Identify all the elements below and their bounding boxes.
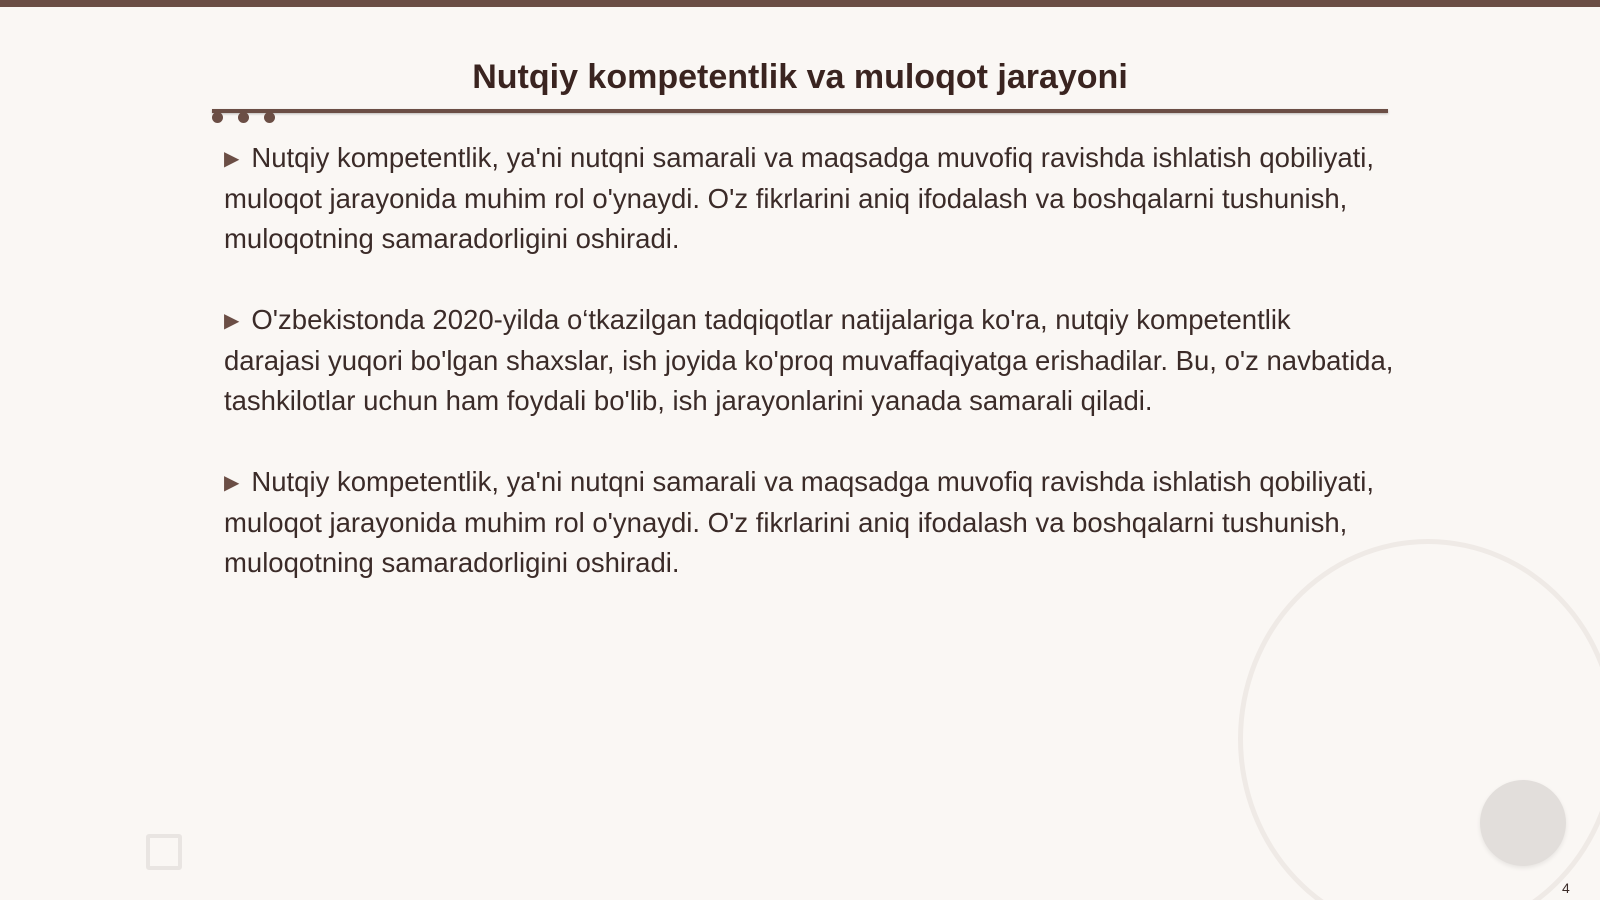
bullet-item (224, 462, 1394, 583)
decorative-disc (1480, 780, 1566, 866)
bullet-item (224, 300, 1394, 421)
title-underline (212, 109, 1388, 113)
bullet-text: O'zbekistonda 2020-yilda o‘tkazilgan tadqiqotlar natijalariga ko'ra, nutqiy kompetentlik darajasi yuqori bo'lgan shaxslar, ish joyida ko'proq muvaffaqiyatga erishadilar. Bu, o'z navbatida, tashkilotlar uchun ham foydali bo'lib, ish jarayonlarini yanada samarali qiladi. (224, 304, 1394, 416)
bullet-list (224, 138, 1394, 624)
bullet-text: Nutqiy kompetentlik, ya'ni nutqni samarali va maqsadga muvofiq ravishda ishlatish qobiliyati, muloqot jarayonida muhim rol o'ynaydi. O'z fikrlarini aniq ifodalash va boshqalarni tushunish, muloqotning samaradorligini oshiradi. (224, 142, 1375, 254)
underline-dot (238, 112, 249, 123)
bullet-text: Nutqiy kompetentlik, ya'ni nutqni samarali va maqsadga muvofiq ravishda ishlatish qobiliyati, muloqot jarayonida muhim rol o'ynaydi. O'z fikrlarini aniq ifodalash va boshqalarni tushunish, muloqotning samaradorligini oshiradi. (224, 466, 1375, 578)
top-accent-bar (0, 0, 1600, 7)
triangle-bullet-icon: ▶ (224, 310, 240, 332)
triangle-bullet-icon: ▶ (224, 148, 240, 170)
underline-dot (264, 112, 275, 123)
bullet-item (224, 138, 1394, 259)
decorative-square (146, 834, 182, 870)
triangle-bullet-icon: ▶ (224, 472, 240, 494)
page-number: 4 (1562, 880, 1570, 896)
slide-title: Nutqiy kompetentlik va muloqot jarayoni (472, 58, 1128, 96)
underline-dot (212, 112, 223, 123)
